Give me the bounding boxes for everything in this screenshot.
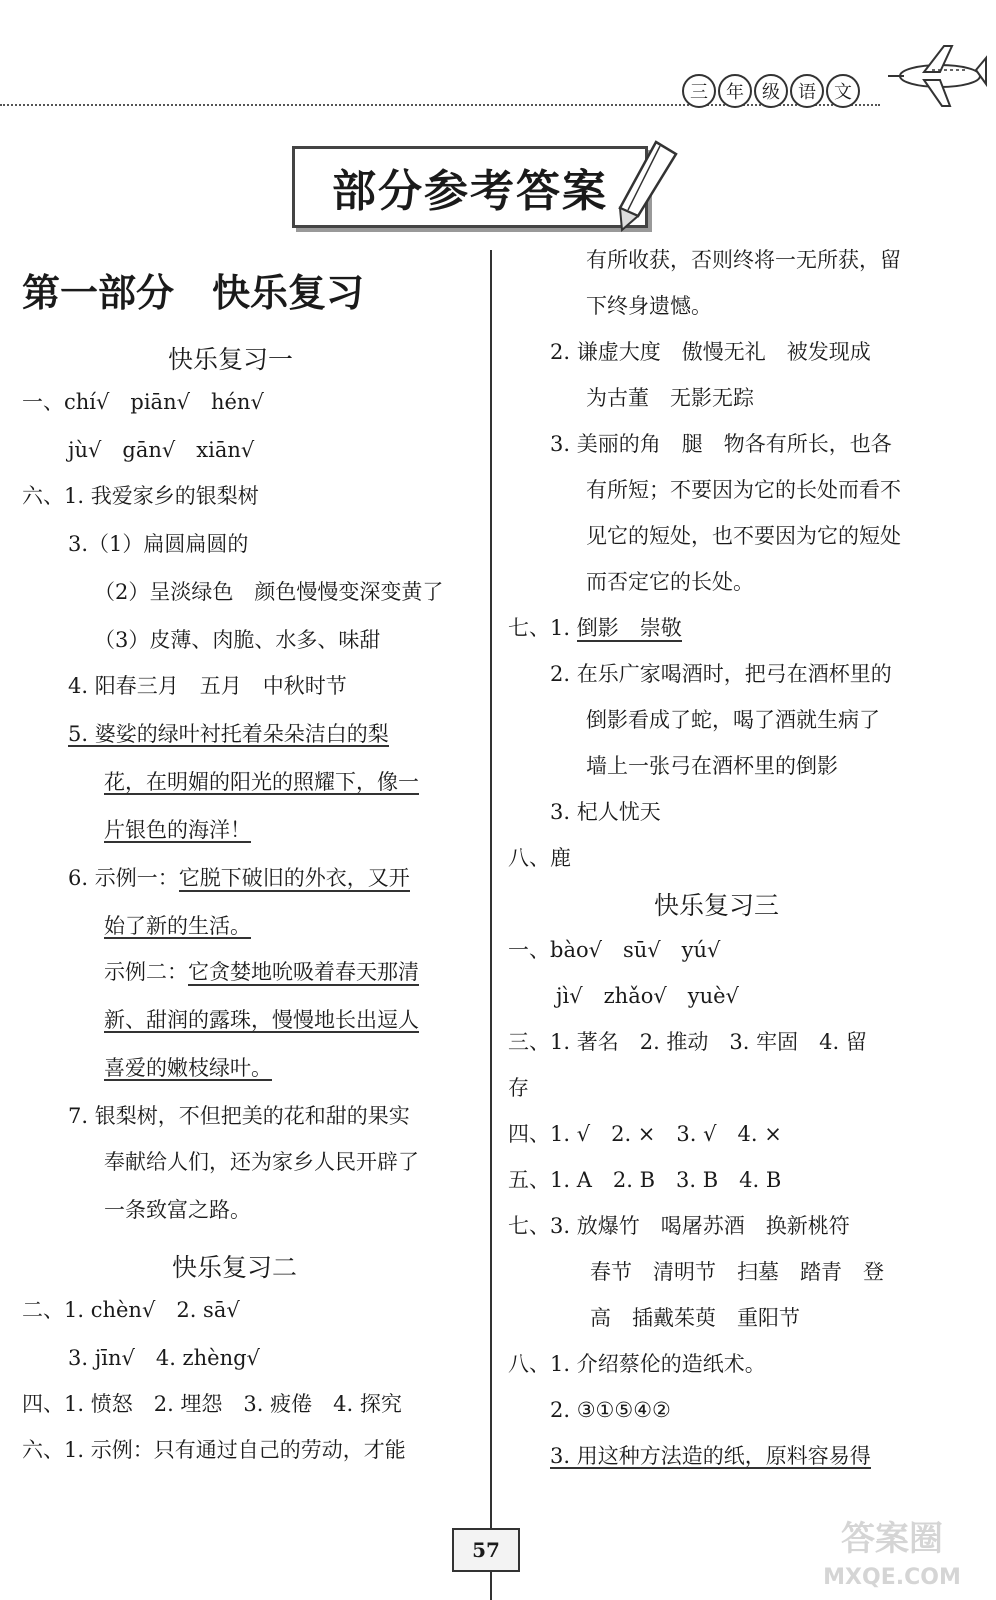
answer-line: （3）皮薄、肉脆、水多、味甜	[94, 628, 381, 652]
grade-char: 级	[754, 74, 788, 108]
answer-line: 墙上一张弓在酒杯里的倒影	[586, 754, 838, 778]
underlined-answer: 它贪婪地吮吸着春天那清	[188, 960, 419, 984]
answer-line: 高 插戴茱萸 重阳节	[590, 1306, 800, 1330]
section-heading: 快乐复习一	[168, 345, 294, 374]
answer-line: 二、1. chèn√ 2. sā√	[22, 1298, 240, 1322]
answer-line: jù√ gān√ xiān√	[68, 438, 255, 462]
underlined-answer: 倒影 崇敬	[576, 616, 682, 640]
answer-line: （2）呈淡绿色 颜色慢慢变深变黄了	[94, 580, 444, 604]
pencil-icon	[612, 138, 682, 234]
watermark-text-top: 答案圈	[841, 1519, 943, 1559]
answer-line: 7. 银梨树，不但把美的花和甜的果实	[68, 1104, 410, 1128]
answer-line	[508, 618, 682, 639]
grade-char: 三	[682, 74, 716, 108]
answer-line: 春节 清明节 扫墓 踏青 登	[590, 1260, 884, 1284]
answer-line: 一、chí√ piān√ hén√	[22, 390, 264, 414]
answer-line: 3. 杞人忧天	[550, 800, 661, 824]
answer-line	[104, 962, 419, 983]
underlined-answer-line: 3. 用这种方法造的纸，原料容易得	[550, 1444, 871, 1468]
section-heading: 快乐复习二	[172, 1253, 298, 1282]
answer-line: 四、1. √ 2. × 3. √ 4. ×	[508, 1122, 782, 1146]
answer-line: 一、bào√ sū√ yú√	[508, 938, 721, 962]
answer-key-title: 部分参考答案	[292, 146, 648, 228]
answer-line: 五、1. A 2. B 3. B 4. B	[508, 1168, 782, 1192]
underlined-answer-line: 喜爱的嫩枝绿叶。	[104, 1056, 272, 1080]
answer-line: 而否定它的长处。	[586, 570, 754, 594]
answer-label: 七、1.	[508, 616, 571, 640]
answer-line: 三、1. 著名 2. 推动 3. 牢固 4. 留	[508, 1030, 867, 1054]
answer-line: 3. jīn√ 4. zhèng√	[68, 1346, 260, 1370]
section-heading: 快乐复习三	[654, 891, 780, 920]
answer-line: 一条致富之路。	[104, 1198, 251, 1222]
underlined-answer-line: 花，在明媚的阳光的照耀下，像一	[104, 770, 419, 794]
grade-char: 语	[790, 74, 824, 108]
answer-line: 四、1. 愤怒 2. 埋怨 3. 疲倦 4. 探究	[22, 1392, 402, 1416]
answer-line: 有所短；不要因为它的长处而看不	[586, 478, 901, 502]
answer-line: 八、鹿	[508, 846, 571, 870]
answer-line: 2. ③①⑤④②	[550, 1398, 671, 1422]
answer-line: 六、1. 示例：只有通过自己的劳动，才能	[22, 1438, 406, 1462]
answer-line: 2. 谦虚大度 傲慢无礼 被发现成	[550, 340, 871, 364]
underlined-answer-line: 始了新的生活。	[104, 914, 251, 938]
grade-char: 年	[718, 74, 752, 108]
answer-line: 2. 在乐广家喝酒时，把弓在酒杯里的	[550, 662, 892, 686]
watermark-text-bottom: MXQE.COM	[823, 1565, 961, 1590]
answer-line: jì√ zhǎo√ yuè√	[556, 984, 739, 1008]
underlined-answer-line: 片银色的海洋！	[104, 818, 251, 842]
answer-line: 七、3. 放爆竹 喝屠苏酒 换新桃符	[508, 1214, 850, 1238]
answer-line: 3.（1）扁圆扁圆的	[68, 532, 249, 556]
grade-char: 文	[826, 74, 860, 108]
answer-line: 六、1. 我爱家乡的银梨树	[22, 484, 259, 508]
part-title: 第一部分 快乐复习	[22, 271, 365, 315]
column-divider	[490, 250, 492, 1600]
grade-subject-badge	[682, 74, 860, 108]
answer-line: 下终身遗憾。	[586, 294, 712, 318]
answer-line: 4. 阳春三月 五月 中秋时节	[68, 674, 347, 698]
answer-line: 为古董 无影无踪	[586, 386, 754, 410]
answer-label: 示例二：	[104, 960, 188, 984]
answer-line: 存	[508, 1076, 529, 1100]
answer-line: 八、1. 介绍蔡伦的造纸术。	[508, 1352, 766, 1376]
page-number: 57	[452, 1528, 520, 1572]
answer-line	[68, 868, 410, 889]
answer-line: 有所收获，否则终将一无所获，留	[586, 248, 901, 272]
underlined-answer: 它脱下破旧的外衣，又开	[178, 866, 410, 890]
underlined-answer-line: 5. 婆娑的绿叶衬托着朵朵洁白的梨	[68, 722, 389, 746]
watermark-logo	[812, 1508, 972, 1592]
answer-line: 奉献给人们，还为家乡人民开辟了	[104, 1150, 419, 1174]
airplane-icon	[884, 40, 988, 110]
answer-line: 3. 美丽的角 腿 物各有所长，也各	[550, 432, 892, 456]
answer-line: 倒影看成了蛇，喝了酒就生病了	[586, 708, 880, 732]
underlined-answer-line: 新、甜润的露珠，慢慢地长出逗人	[104, 1008, 419, 1032]
answer-line: 见它的短处，也不要因为它的短处	[586, 524, 901, 548]
answer-label: 6. 示例一：	[68, 866, 179, 890]
